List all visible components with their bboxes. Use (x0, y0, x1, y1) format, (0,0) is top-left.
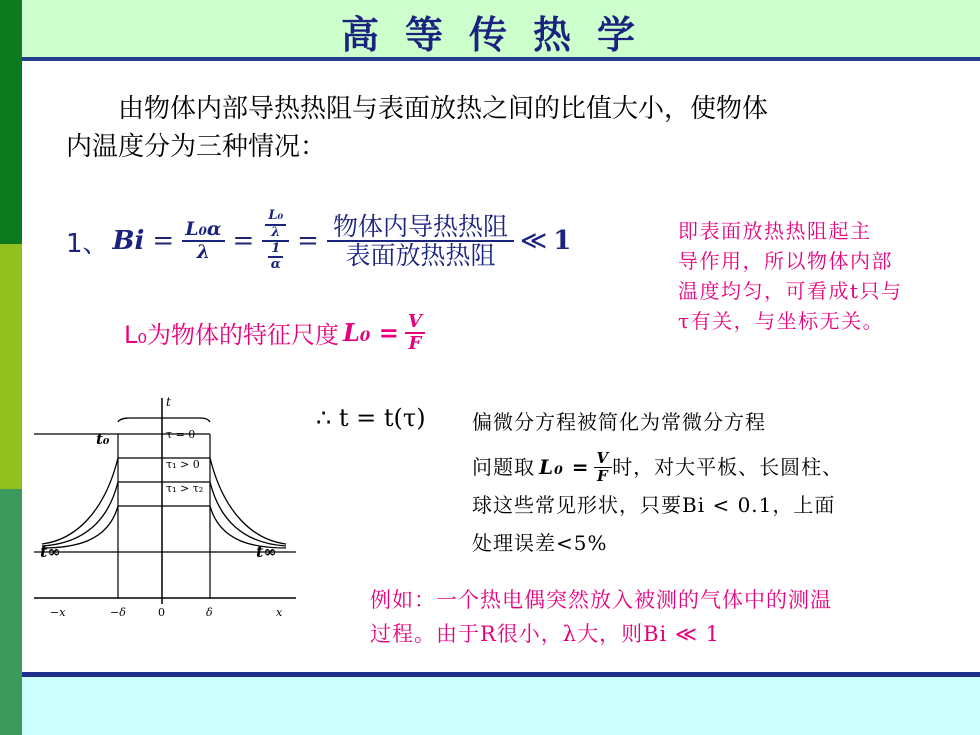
side-note-line: 导作用，所以物体内部 (678, 249, 893, 273)
problem-line-2: 球这些常见形状，只要Bi < 0.1，上面 (472, 493, 836, 517)
tau1-label: τ₁ > 0 (166, 458, 200, 471)
characteristic-length-text: L₀为物体的特征尺度 (124, 321, 339, 350)
tau2-label: τ₁ > τ₂ (166, 482, 204, 495)
problem-line-3: 处理误差<5% (472, 531, 608, 555)
temperature-profile-figure (34, 394, 304, 624)
v-over-f-small: $\frac{V}{F}$ (594, 450, 613, 484)
t-inf-left-label: t∞ (40, 542, 61, 561)
t0-label: t₀ (96, 430, 110, 448)
title-bar (22, 0, 980, 57)
example-paragraph (370, 583, 950, 651)
v-over-f-fraction: $\frac{V}{F}$ (405, 312, 425, 354)
slide-title: 高等传热学 (340, 12, 661, 57)
therefore-statement: ∴ t = t(τ) (316, 404, 426, 432)
simplification-note: 偏微分方程被简化为常微分方程 (472, 410, 766, 434)
equation-number: 1、 (66, 228, 109, 259)
side-note (678, 216, 960, 336)
equals-sign-3: = (297, 226, 319, 256)
neg-delta-label: −δ (110, 606, 126, 619)
side-note-line: 温度均匀，可看成t只与 (678, 279, 903, 303)
zero-label: 0 (158, 606, 165, 619)
side-note-line: 即表面放热热阻起主 (678, 219, 872, 243)
neg-x-label: −x (50, 606, 66, 619)
intro-line-1: 由物体内部导热热阻与表面放热之间的比值大小，使物体 (118, 94, 769, 124)
left-sidebar-stripes (0, 0, 22, 735)
sidebar-stripe-teal (0, 489, 22, 735)
equation-one: 1 (553, 226, 572, 256)
characteristic-length-line (124, 312, 425, 354)
example-line-2: 过程。由于R很小，λ大，则Bi ≪ 1 (370, 622, 720, 646)
footer-band (22, 677, 980, 735)
biot-symbol: Bi (112, 226, 145, 256)
side-note-line: τ有关，与坐标无关。 (678, 309, 885, 333)
equals-sign-1: = (152, 226, 175, 256)
top-divider (22, 57, 980, 61)
intro-paragraph (66, 90, 946, 166)
intro-line-2: 内温度分为三种情况： (66, 132, 327, 162)
delta-label: δ (206, 606, 213, 619)
resistance-ratio-fraction: $\frac{\text{物体内导热热阻}}{\text{表面放热热阻}}$ (327, 213, 514, 270)
l0-formula-lhs: L₀ = (343, 318, 399, 348)
compound-fraction: $\frac{\frac{\text{L₀}}{\lambda}}{\frac{1}{\alpha}}$ (262, 209, 289, 272)
much-less-than: ≪ (519, 226, 548, 256)
t-inf-right-label: t∞ (256, 542, 277, 561)
sidebar-stripe-lime (0, 244, 22, 489)
t-axis-label: t (166, 395, 171, 409)
problem-paragraph: 问题取 L₀ = $\frac{V}{F}$ 时，对大平板、长圆柱、 球这些常见形状，只要Bi < 0.1，上面 处理误差<5% (472, 448, 952, 562)
tau0-label: τ = 0 (166, 428, 196, 441)
equals-sign-2: = (232, 226, 255, 256)
example-line-1: 例如：一个热电偶突然放入被测的气体中的测温 (370, 588, 832, 612)
biot-equation (66, 196, 571, 286)
fraction-l0-alpha-over-lambda: $\frac{\text{L₀α}}{\lambda}$ (182, 219, 224, 263)
sidebar-stripe-dark-green (0, 0, 22, 244)
x-label: x (276, 606, 283, 619)
